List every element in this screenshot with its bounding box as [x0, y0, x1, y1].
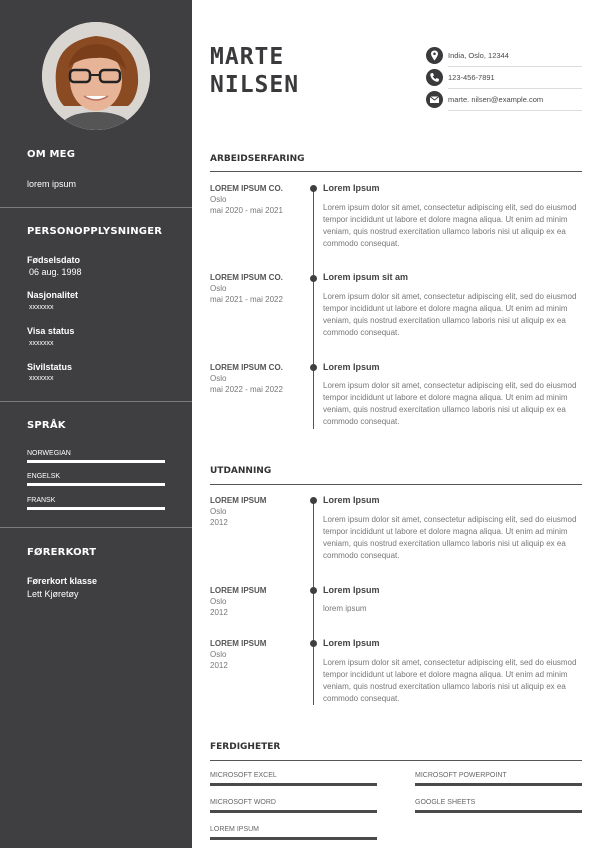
degree-description: Lorem ipsum dolor sit amet, consectetur adipiscing elit, sed do eiusmod tempor incididunt ut labore et dolore magna aliqua. Ut enim ad minim veniam, quis nostrud exercitation ullamco laboris nisi ut aliquip ex ea commodo consequat. — [323, 515, 577, 560]
timeline-dot — [310, 275, 317, 282]
skill-label: MICROSOFT EXCEL — [210, 772, 277, 779]
job-company: LOREM IPSUM CO. — [210, 363, 283, 372]
school-city: Oslo — [210, 597, 227, 606]
skill-bar — [210, 810, 377, 813]
sidebar-divider — [0, 207, 192, 208]
location-pin-icon — [426, 47, 443, 64]
personal-label: Sivilstatus — [27, 362, 73, 372]
job-dates: mai 2022 - mai 2022 — [210, 385, 283, 394]
job-dates: mai 2021 - mai 2022 — [210, 295, 283, 304]
personal-label: Nasjonalitet — [27, 290, 79, 300]
skill-item — [210, 799, 377, 813]
timeline-dot — [310, 497, 317, 504]
language-item — [27, 473, 165, 486]
skill-item — [210, 772, 377, 786]
first-name: MARTE — [210, 44, 285, 70]
job-city: Oslo — [210, 195, 227, 204]
degree-description: Lorem ipsum dolor sit amet, consectetur adipiscing elit, sed do eiusmod tempor incididunt ut labore et dolore magna aliqua. Ut enim ad minim veniam, quis nostrud exercitation ullamco laboris nisi ut aliquip ex ea commodo consequat. — [323, 658, 577, 703]
language-label: ENGELSK — [27, 473, 61, 480]
school-name: LOREM IPSUM — [210, 496, 267, 505]
experience-heading: ARBEIDSERFARING — [210, 154, 305, 164]
personal-heading: PERSONOPPLYSNINGER — [27, 226, 163, 237]
school-year: 2012 — [210, 608, 228, 617]
languages-heading: SPRÅK — [27, 420, 66, 431]
skill-item — [210, 826, 377, 840]
personal-value: xxxxxxx — [29, 304, 54, 311]
skill-label: MICROSOFT WORD — [210, 799, 276, 806]
section-divider — [210, 484, 582, 485]
personal-value: xxxxxxx — [29, 375, 54, 382]
skill-bar — [415, 810, 582, 813]
skill-item — [415, 799, 582, 813]
language-item — [27, 497, 165, 510]
contact-divider — [448, 88, 582, 89]
language-bar — [27, 483, 165, 486]
job-title: Lorem Ipsum — [323, 183, 380, 193]
contact-divider — [448, 110, 582, 111]
last-name: NILSEN — [210, 72, 300, 98]
sidebar — [0, 0, 192, 848]
personal-value: xxxxxxx — [29, 340, 54, 347]
job-city: Oslo — [210, 374, 227, 383]
job-company: LOREM IPSUM CO. — [210, 273, 283, 282]
timeline-dot — [310, 640, 317, 647]
personal-label: Visa status — [27, 326, 75, 336]
school-year: 2012 — [210, 518, 228, 527]
language-label: NORWEGIAN — [27, 450, 71, 457]
language-bar — [27, 460, 165, 463]
skill-label: LOREM IPSUM — [210, 826, 260, 833]
sidebar-divider — [0, 401, 192, 402]
language-bar — [27, 507, 165, 510]
school-name: LOREM IPSUM — [210, 639, 267, 648]
school-name: LOREM IPSUM — [210, 586, 267, 595]
about-text: lorem ipsum — [27, 179, 77, 189]
school-city: Oslo — [210, 507, 227, 516]
degree-title: Lorem Ipsum — [323, 495, 380, 505]
school-year: 2012 — [210, 661, 228, 670]
degree-title: Lorem Ipsum — [323, 638, 380, 648]
degree-description: lorem ipsum — [323, 604, 367, 613]
personal-value: 06 aug. 1998 — [29, 267, 82, 277]
job-dates: mai 2020 - mai 2021 — [210, 206, 283, 215]
language-item — [27, 450, 165, 463]
job-title: Lorem Ipsum — [323, 362, 380, 372]
job-description: Lorem ipsum dolor sit amet, consectetur adipiscing elit, sed do eiusmod tempor incididunt ut labore et dolore magna aliqua. Ut enim ad minim veniam, quis nostrud exercitation ullamco laboris nisi ut aliquip ex ea commodo consequat. — [323, 381, 577, 426]
timeline-dot — [310, 185, 317, 192]
skill-label: GOOGLE SHEETS — [415, 799, 476, 806]
education-timeline — [313, 501, 314, 705]
license-value: Lett Kjøretøy — [27, 589, 79, 599]
skill-item — [415, 772, 582, 786]
skill-bar — [210, 837, 377, 840]
school-city: Oslo — [210, 650, 227, 659]
job-company: LOREM IPSUM CO. — [210, 184, 283, 193]
personal-label: Fødselsdato — [27, 255, 81, 265]
license-label: Førerkort klasse — [27, 576, 98, 586]
job-title: Lorem ipsum sit am — [323, 272, 409, 282]
about-heading: OM MEG — [27, 149, 76, 160]
skill-bar — [415, 783, 582, 786]
timeline-dot — [310, 587, 317, 594]
timeline-dot — [310, 364, 317, 371]
job-city: Oslo — [210, 284, 227, 293]
degree-title: Lorem Ipsum — [323, 585, 380, 595]
skill-bar — [210, 783, 377, 786]
sidebar-divider — [0, 527, 192, 528]
envelope-icon — [426, 91, 443, 108]
section-divider — [210, 171, 582, 172]
phone-text: 123-456-7891 — [448, 73, 495, 82]
skills-heading: FERDIGHETER — [210, 742, 281, 752]
section-divider — [210, 760, 582, 761]
language-label: FRANSK — [27, 497, 56, 504]
license-heading: FØRERKORT — [27, 547, 97, 558]
job-description: Lorem ipsum dolor sit amet, consectetur adipiscing elit, sed do eiusmod tempor incididunt ut labore et dolore magna aliqua. Ut enim ad minim veniam, quis nostrud exercitation ullamco laboris nisi ut aliquip ex ea commodo consequat. — [323, 203, 577, 248]
phone-icon — [426, 69, 443, 86]
email-text: marte. nilsen@example.com — [448, 95, 544, 104]
skill-label: MICROSOFT POWERPOINT — [415, 772, 507, 779]
profile-photo — [42, 22, 150, 130]
job-description: Lorem ipsum dolor sit amet, consectetur adipiscing elit, sed do eiusmod tempor incididunt ut labore et dolore magna aliqua. Ut enim ad minim veniam, quis nostrud exercitation ullamco laboris nisi ut aliquip ex ea commodo consequat. — [323, 292, 577, 337]
address-text: India, Oslo, 12344 — [448, 51, 509, 60]
education-heading: UTDANNING — [210, 466, 272, 476]
experience-timeline — [313, 189, 314, 429]
contact-divider — [448, 66, 582, 67]
